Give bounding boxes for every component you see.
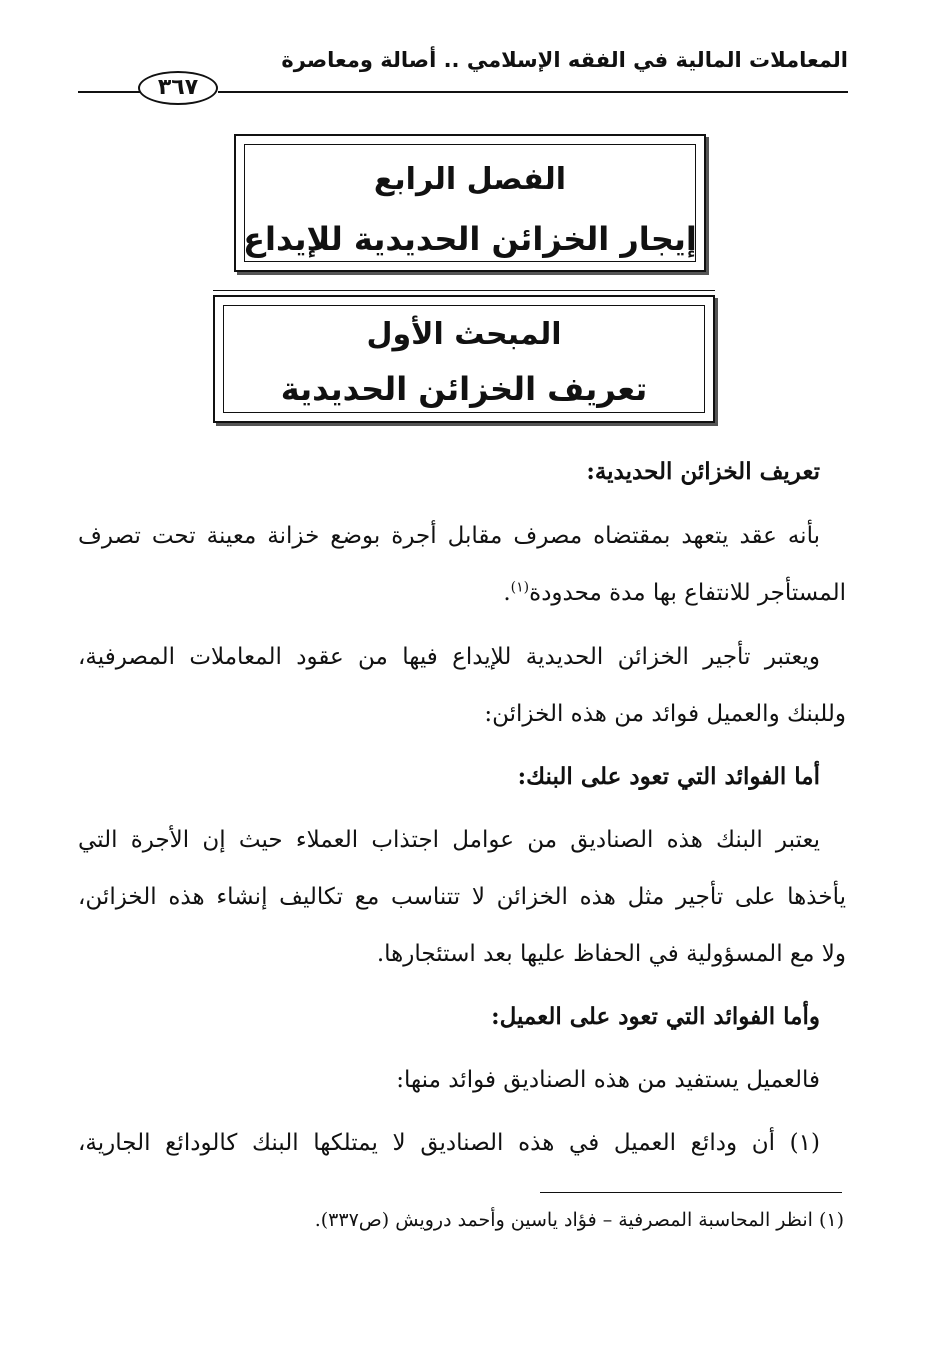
- bank-line-1: يعتبر البنك هذه الصناديق من عوامل اجتذاب العملاء حيث إن الأجرة التي: [78, 827, 820, 853]
- definition-line-2-text: المستأجر للانتفاع بها مدة محدودة: [529, 580, 846, 606]
- consider-line-2: وللبنك والعميل فوائد من هذه الخزائن:: [484, 701, 846, 727]
- section-title: تعريف الخزائن الحديدية: [280, 370, 648, 408]
- bank-line-2: يأخذها على تأجير مثل هذه الخزائن لا تتناسب مع تكاليف إنشاء هذه الخزائن،: [78, 884, 846, 910]
- bank-line-3: ولا مع المسؤولية في الحفاظ عليها بعد استئجارها.: [376, 941, 846, 967]
- definition-line-2: [503, 576, 846, 610]
- section-label: المبحث الأول: [366, 317, 562, 352]
- footnote: (١) انظر المحاسبة المصرفية – فؤاد ياسين وأحمد درويش (ص٣٣٧).: [314, 1209, 844, 1231]
- definition-line-1: بأنه عقد يتعهد بمقتضاه مصرف مقابل أجرة بوضع خزانة معينة تحت تصرف: [78, 523, 820, 549]
- running-header-title: المعاملات المالية في الفقه الإسلامي .. أصالة ومعاصرة: [281, 48, 848, 72]
- definition-line-2-end: .: [503, 580, 511, 606]
- bank-benefits-heading: أما الفوائد التي تعود على البنك:: [517, 763, 820, 790]
- footnote-rule: [540, 1192, 842, 1193]
- footnote-reference: (١): [510, 579, 530, 596]
- header-rule-left: [78, 91, 140, 93]
- page-number: ٣٦٧: [138, 71, 218, 105]
- section-title-box: [213, 295, 715, 423]
- chapter-title-box: [234, 134, 706, 272]
- definition-heading: تعريف الخزائن الحديدية:: [586, 458, 820, 485]
- chapter-title: إيجار الخزائن الحديدية للإيداع: [243, 220, 697, 258]
- client-item-1: (١) أن ودائع العميل في هذه الصناديق لا يمتلكها البنك كالودائع الجارية،: [78, 1130, 820, 1156]
- client-intro: فالعميل يستفيد من هذه الصناديق فوائد منها:: [396, 1067, 820, 1093]
- header-rule: [218, 91, 848, 93]
- chapter-label: الفصل الرابع: [373, 162, 567, 197]
- consider-line-1: ويعتبر تأجير الخزائن الحديدية للإيداع فيها من عقود المعاملات المصرفية،: [78, 644, 820, 670]
- client-benefits-heading: وأما الفوائد التي تعود على العميل:: [491, 1003, 820, 1030]
